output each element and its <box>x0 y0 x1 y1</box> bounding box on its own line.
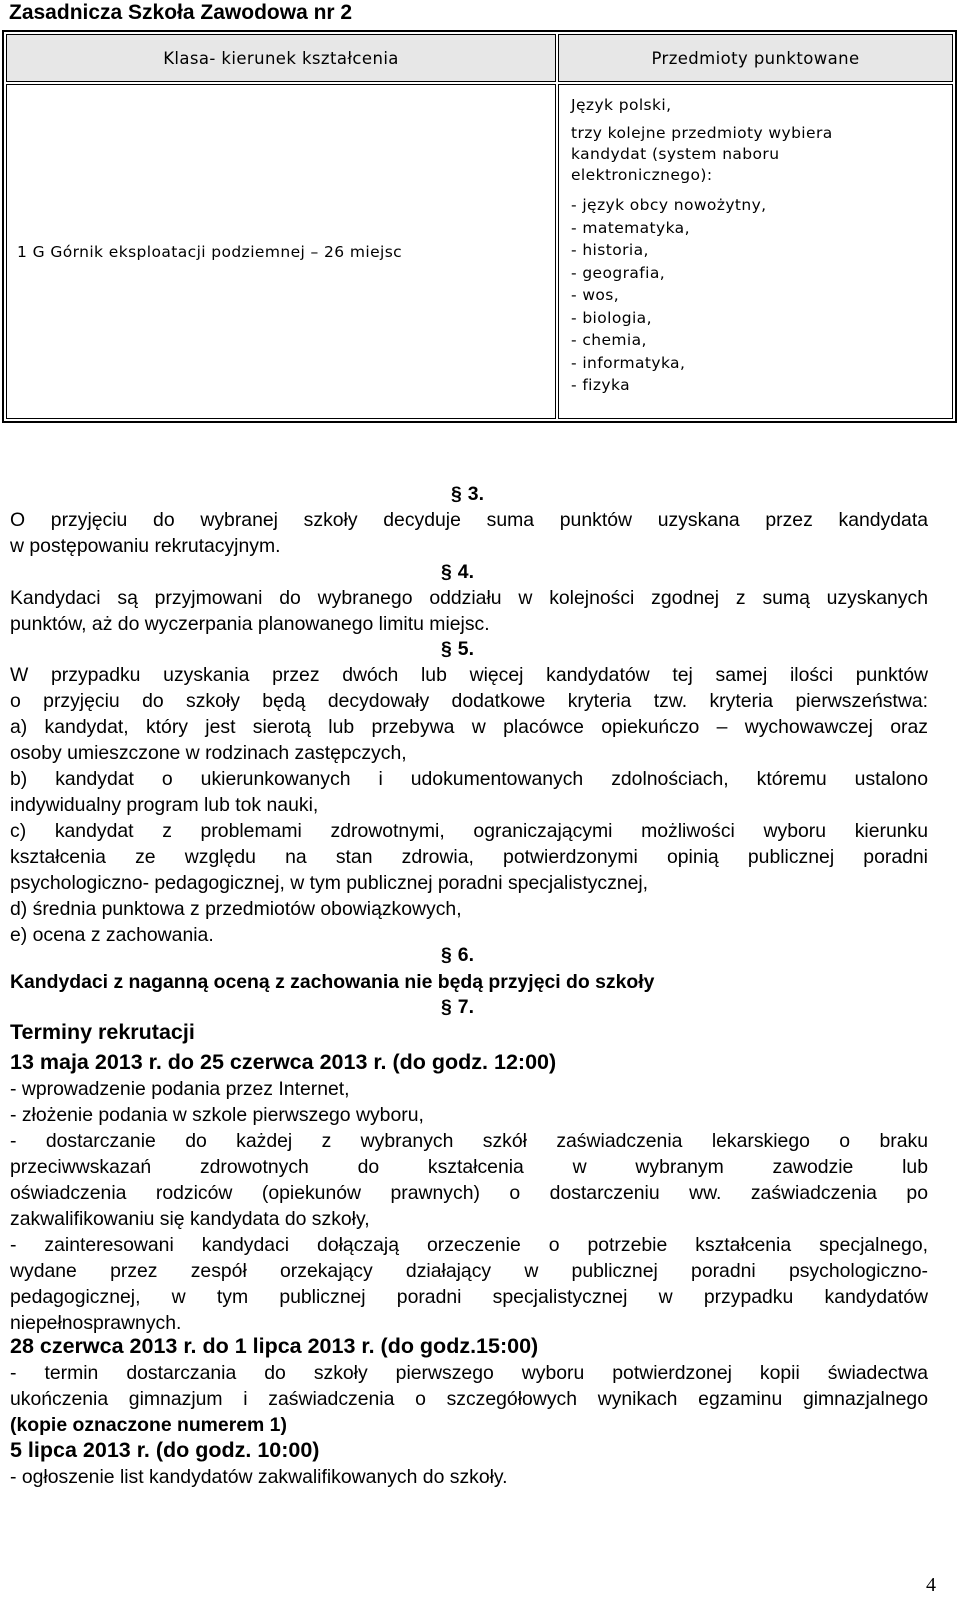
schedule-line: - zainteresowani kandydaci dołączają orzeczenie o potrzebie kształcenia specjalnego, <box>10 1234 928 1256</box>
schedule-line: ukończenia gimnazjum i zaświadczenia o szczegółowych wynikach egzaminu gimnazjalnego <box>10 1388 928 1410</box>
column-header-class: Klasa- kierunek kształcenia <box>6 34 556 82</box>
subject-item: - matematyka, <box>571 218 690 237</box>
schedule-date-2: 28 czerwca 2013 r. do 1 lipca 2013 r. (do godz.15:00) <box>10 1334 539 1358</box>
criteria-c-line: c) kandydat z problemami zdrowotnymi, ograniczającymi możliwości wyboru kierunku <box>10 820 928 842</box>
paragraph-symbol: § <box>441 638 452 660</box>
paragraph-symbol: § <box>441 996 452 1018</box>
criteria-c-line: psychologiczno- pedagogicznej, w tym publicznej poradni specjalistycznej, <box>10 872 649 894</box>
schedule-line: zakwalifikowaniu się kandydata do szkoły, <box>10 1208 370 1230</box>
subject-item: - biologia, <box>571 308 652 327</box>
subjects-cell <box>558 84 953 419</box>
criteria-d-line: d) średnia punktowa z przedmiotów obowiązkowych, <box>10 898 462 920</box>
subject-item: - język obcy nowożytny, <box>571 196 767 214</box>
subject-item: - wos, <box>571 286 620 304</box>
section-3-heading <box>451 483 484 506</box>
section-7-title: Terminy rekrutacji <box>10 1020 195 1044</box>
schedule-date-1: 13 maja 2013 r. do 25 czerwca 2013 r. (do godz. 12:00) <box>10 1050 557 1074</box>
section-5-line: W przypadku uzyskania przez dwóch lub więcej kandydatów tej samej ilości punktów <box>10 664 928 686</box>
section-4-heading <box>441 561 474 584</box>
schedule-line: pedagogicznej, w tym publicznej poradni specjalistycznej w przypadku kandydatów <box>10 1286 928 1308</box>
criteria-c-line: kształcenia ze względu na stan zdrowia, potwierdzonymi opinią publicznej poradni <box>10 846 928 868</box>
paragraph-symbol: § <box>451 483 462 505</box>
subjects-description <box>571 123 942 186</box>
section-number: 5. <box>457 638 474 660</box>
section-7-heading <box>441 996 474 1019</box>
paragraph-symbol: § <box>441 944 452 966</box>
schedule-line: - wprowadzenie podania przez Internet, <box>10 1078 350 1100</box>
section-5-line: o przyjęciu do szkoły będą decydowały dodatkowe kryteria tzw. kryteria pierwszeństwa: <box>10 690 928 712</box>
schedule-line: - złożenie podania w szkole pierwszego wyboru, <box>10 1104 424 1126</box>
section-3-line: O przyjęciu do wybranej szkoły decyduje suma punktów uzyskana przez kandydata <box>10 509 928 531</box>
criteria-a-line: osoby umieszczone w rodzinach zastępczych, <box>10 742 407 764</box>
table-row <box>6 84 953 419</box>
schedule-line: (kopie oznaczone numerem 1) <box>10 1414 287 1436</box>
subject-item: - chemia, <box>571 331 647 349</box>
subject-item: - historia, <box>571 241 649 259</box>
column-header-subjects: Przedmioty punktowane <box>558 34 953 82</box>
criteria-e-line: e) ocena z zachowania. <box>10 924 214 946</box>
section-6-text: Kandydaci z naganną oceną z zachowania nie będą przyjęci do szkoły <box>10 971 655 993</box>
schedule-line: wydane przez zespół orzekający działający w publicznej poradni psychologiczno- <box>10 1260 928 1282</box>
schedule-line: - termin dostarczania do szkoły pierwszego wyboru potwierdzonej kopii świadectwa <box>10 1362 928 1384</box>
criteria-b-line: b) kandydat o ukierunkowanych i udokumentowanych zdolnościach, któremu ustalono <box>10 768 928 790</box>
page-number: 4 <box>926 1574 936 1596</box>
subject-item: - geografia, <box>571 263 666 282</box>
schedule-line: niepełnosprawnych. <box>10 1312 182 1334</box>
section-5-heading <box>441 638 474 661</box>
schedule-line: przeciwwskazań zdrowotnych do kształcenia w wybranym zawodzie lub <box>10 1156 928 1178</box>
schedule-date-3: 5 lipca 2013 r. (do godz. 10:00) <box>10 1438 320 1462</box>
subjects-description-line: trzy kolejne przedmioty wybiera <box>571 124 833 142</box>
subject-item: - fizyka <box>571 376 630 394</box>
schedule-line: - dostarczanie do każdej z wybranych szkół zaświadczenia lekarskiego o braku <box>10 1130 928 1152</box>
schedule-line: oświadczenia rodziców (opiekunów prawnych) o dostarczeniu ww. zaświadczenia po <box>10 1182 928 1204</box>
subjects-description-line: elektronicznego): <box>571 166 713 184</box>
criteria-a-line: a) kandydat, który jest sierotą lub przebywa w placówce opiekuńczo – wychowawczej oraz <box>10 716 928 738</box>
subjects-description-line: kandydat (system naboru <box>571 145 780 163</box>
section-6-heading <box>441 944 474 967</box>
section-number: 3. <box>467 483 484 505</box>
section-4-line: Kandydaci są przyjmowani do wybranego oddziału w kolejności zgodnej z sumą uzyskanych <box>10 587 928 609</box>
subjects-list <box>571 194 942 397</box>
class-name-cell: 1 G Górnik eksploatacji podziemnej – 26 miejsc <box>6 84 556 419</box>
paragraph-symbol: § <box>441 561 452 583</box>
subject-item: - informatyka, <box>571 353 686 372</box>
table-header-row <box>6 34 953 82</box>
section-4-line: punktów, aż do wyczerpania planowanego limitu miejsc. <box>10 613 490 635</box>
school-title: Zasadnicza Szkoła Zawodowa nr 2 <box>9 1 353 24</box>
subjects-table <box>2 30 957 423</box>
section-number: 6. <box>457 944 474 966</box>
criteria-b-line: indywidualny program lub tok nauki, <box>10 794 319 816</box>
schedule-line: - ogłoszenie list kandydatów zakwalifikowanych do szkoły. <box>10 1466 508 1488</box>
section-3-line: w postępowaniu rekrutacyjnym. <box>10 535 281 557</box>
subjects-intro: Język polski, <box>571 96 672 114</box>
section-number: 4. <box>457 561 474 583</box>
section-number: 7. <box>457 996 474 1018</box>
